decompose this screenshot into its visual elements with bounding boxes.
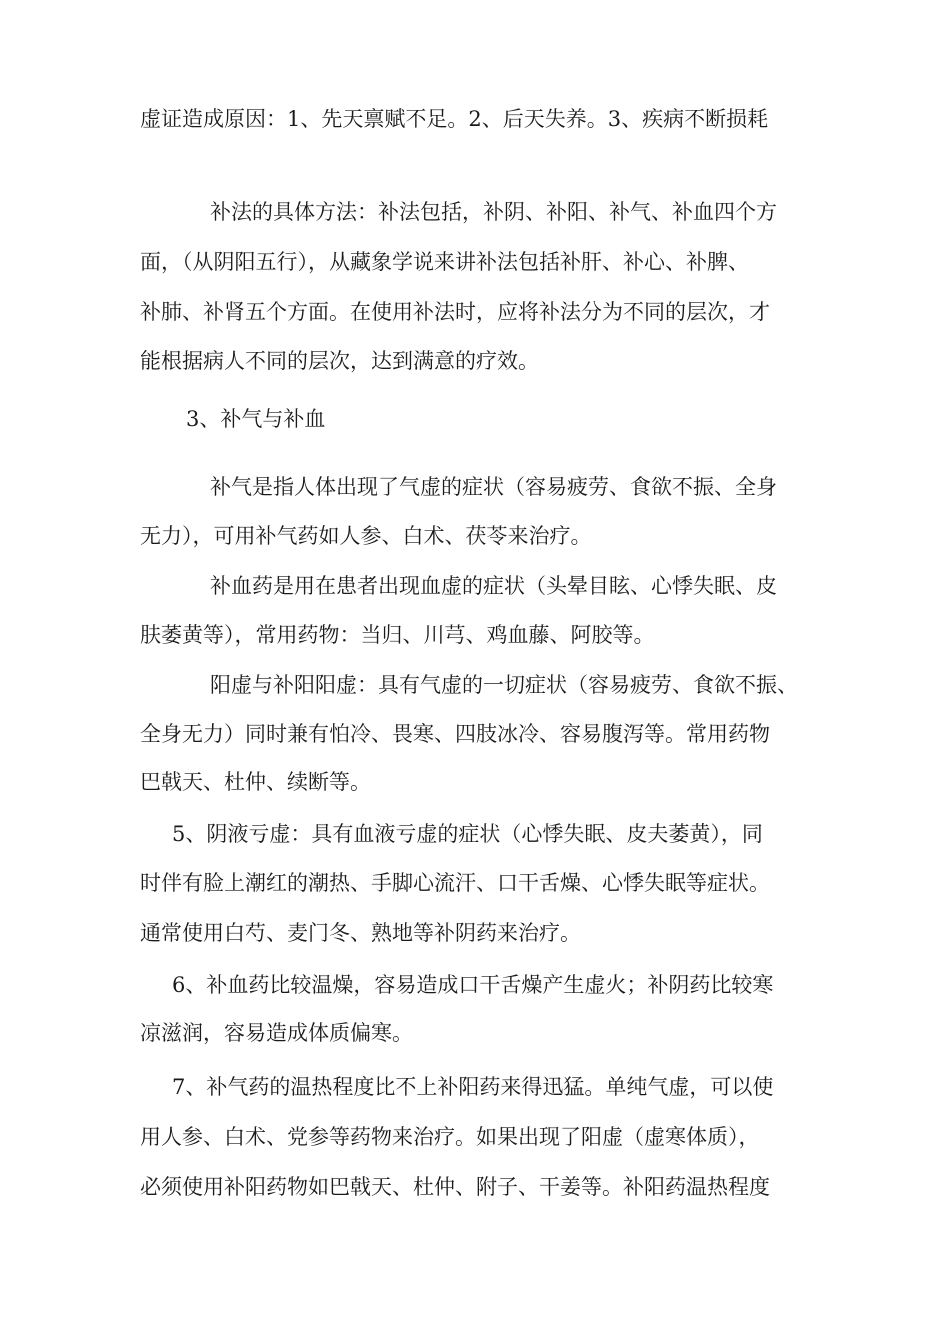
line-text: 补血药是用在患者出现血虚的症状（头晕目眩、心悸失眠、皮 <box>210 574 777 598</box>
text-line <box>0 1172 950 1202</box>
line-text: 能根据病人不同的层次，达到满意的疗效。 <box>140 349 539 373</box>
text-line <box>0 819 950 849</box>
line-text: 5、阴液亏虚：具有血液亏虚的症状（心悸失眠、皮夫萎黄），同 <box>172 822 763 846</box>
line-text: 巴戟天、杜仲、续断等。 <box>140 770 371 794</box>
text-line <box>0 346 950 376</box>
text-line <box>0 868 950 898</box>
text-line <box>0 571 950 601</box>
line-text: 通常使用白芍、麦门冬、熟地等补阴药来治疗。 <box>140 921 581 945</box>
text-line <box>0 918 950 948</box>
text-line <box>0 197 950 227</box>
text-line <box>0 719 950 749</box>
text-line <box>0 767 950 797</box>
text-line <box>0 521 950 551</box>
text-line <box>0 970 950 1000</box>
text-line <box>0 1018 950 1048</box>
line-text: 补法的具体方法：补法包括，补阴、补阳、补气、补血四个方 <box>210 200 777 224</box>
line-text: 3、补气与补血 <box>186 407 326 431</box>
section-heading <box>0 404 950 434</box>
line-text: 无力），可用补气药如人参、白术、茯苓来治疗。 <box>140 524 592 548</box>
line-text: 补气是指人体出现了气虚的症状（容易疲劳、食欲不振、全身 <box>210 475 777 499</box>
text-line <box>0 1122 950 1152</box>
line-text: 时伴有脸上潮红的潮热、手脚心流汗、口干舌燥、心悸失眠等症状。 <box>140 871 770 895</box>
text-line <box>0 670 950 700</box>
text-line <box>0 620 950 650</box>
line-text: 虚证造成原因：1、先天禀赋不足。2、后天失养。3、疾病不断损耗 <box>140 107 769 131</box>
text-line <box>0 104 950 134</box>
line-text: 面，（从阴阳五行），从藏象学说来讲补法包括补肝、补心、补脾、 <box>140 250 749 274</box>
text-line <box>0 297 950 327</box>
line-text: 必须使用补阳药物如巴戟天、杜仲、附子、干姜等。补阳药温热程度 <box>140 1175 770 1199</box>
line-text: 凉滋润，容易造成体质偏寒。 <box>140 1021 413 1045</box>
text-line <box>0 1072 950 1102</box>
text-line <box>0 247 950 277</box>
line-text: 用人参、白术、党参等药物来治疗。如果出现了阳虚（虚寒体质）， <box>140 1125 760 1149</box>
line-text: 肤萎黄等），常用药物：当归、川芎、鸡血藤、阿胶等。 <box>140 623 655 647</box>
line-text: 阳虚与补阳阳虚：具有气虚的一切症状（容易疲劳、食欲不振、 <box>210 673 798 697</box>
line-text: 补肺、补肾五个方面。在使用补法时，应将补法分为不同的层次，才 <box>140 300 770 324</box>
line-text: 7、补气药的温热程度比不上补阳药来得迅猛。单纯气虚，可以使 <box>172 1075 774 1099</box>
line-text: 全身无力）同时兼有怕冷、畏寒、四肢冰冷、容易腹泻等。常用药物 <box>140 722 770 746</box>
text-line <box>0 472 950 502</box>
line-text: 6、补血药比较温燥，容易造成口干舌燥产生虚火；补阴药比较寒 <box>172 973 774 997</box>
